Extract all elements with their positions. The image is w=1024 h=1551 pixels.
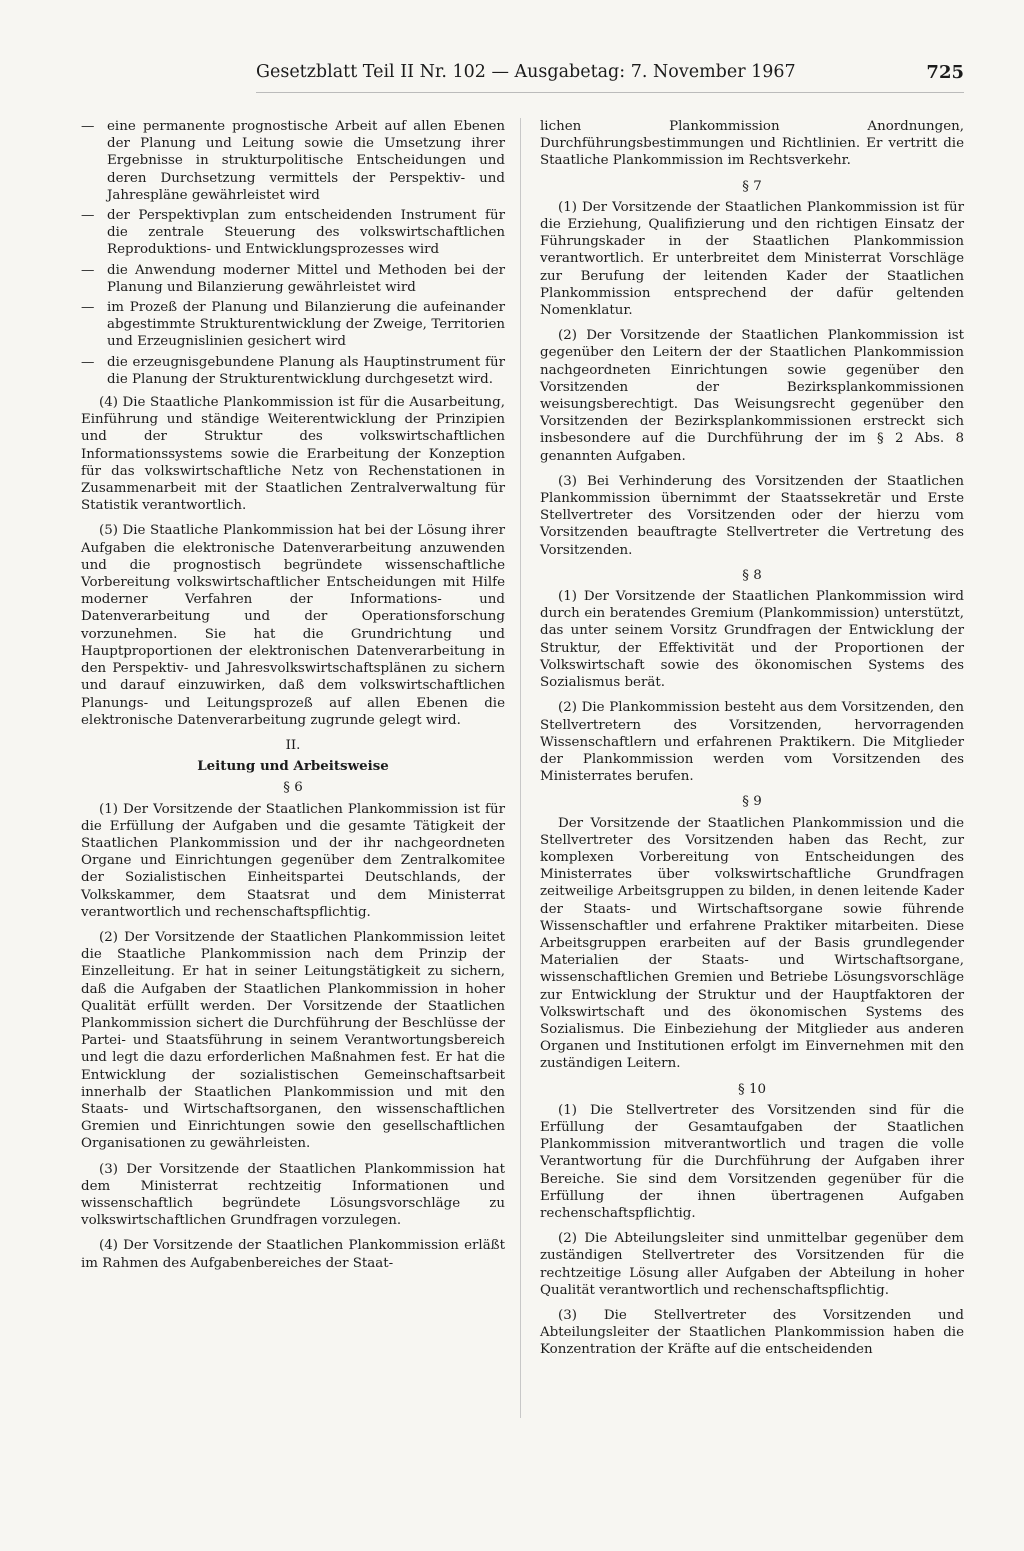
s8-clause-2: (2) Die Plankommission besteht aus dem Vorsitzenden, den Stellvertretern des Vorsitzenden, hervorragenden Wissenschaftlern und erfahrenen Praktikern. Die Mitglieder der Plankommission werden vom Vorsitzenden des Ministerrates berufen. (540, 700, 964, 785)
paragraph-sign-9: § 9 (742, 794, 762, 810)
s6-clause-4-start: (4) Der Vorsitzende der Staatlichen Plankommission erläßt im Rahmen des Aufgabenbereiches der Staat- (81, 1238, 505, 1271)
s6-clause-1: (1) Der Vorsitzende der Staatlichen Plankommission ist für die Erfüllung der Aufgaben und die gesamte Tätigkeit der Staatlichen Plankommission und der ihr nachgeordneten Organe und Einrichtungen gegenüber dem Zentralkomitee der Sozialistischen Einheitspartei Deutschlands, der Volkskammer, dem Staatsrat und dem Ministerrat verantwortlich und rechenschaftspflichtig. (81, 801, 505, 920)
s8-clause-1: (1) Der Vorsitzende der Staatlichen Plankommission wird durch ein beratendes Gremium (Plankommission) unterstützt, das unter seinem Vorsitz Grundfragen der Entwicklung der Struktur, der Effektivität und der Proportionen der Volkswirtschaft sowie des ökonomischen Systems des Sozialismus berät. (540, 589, 964, 691)
section-number: II. (285, 737, 301, 753)
paragraph-sign-7: § 7 (742, 178, 762, 194)
s6-clause-3: (3) Der Vorsitzende der Staatlichen Plankommission hat dem Ministerrat rechtzeitig Informationen und wissenschaftlich begründete Lösungsvorschläge zu volkswirtschaftlichen Grundfragen vorzulegen. (81, 1161, 505, 1229)
s7-clause-1: (1) Der Vorsitzende der Staatlichen Plankommission ist für die Erziehung, Qualifizierung und den richtigen Einsatz der Führungskader in der Staatlichen Plankommission verantwortlich. Er unterbreitet dem Ministerrat Vorschläge zur Berufung der leitenden Kader der Staatlichen Plankommission entsprechend der dafür geltenden Nomenklatur. (540, 199, 964, 319)
header-rule (256, 92, 964, 93)
right-column (540, 118, 964, 1367)
page-number: 725 (926, 62, 964, 83)
s10-clause-3-start: (3) Die Stellvertreter des Vorsitzenden und Abteilungsleiter der Staatlichen Plankommission haben die Konzentration der Kräfte auf die entscheidenden (540, 1308, 964, 1358)
s7-clause-3: (3) Bei Verhinderung des Vorsitzenden der Staatlichen Plankommission übernimmt der Staatssekretär und Erste Stellvertreter des Vorsitzenden oder der hierzu vom Vorsitzenden beauftragte Stellvertreter die Vertretung des Vorsitzenden. (540, 473, 964, 558)
list-item: — die erzeugnisgebundene Planung als Hauptinstrument für die Planung der Strukturentwicklung durchgesetzt wird. (81, 354, 505, 388)
s9-text: Der Vorsitzende der Staatlichen Plankommission und die Stellvertreter des Vorsitzenden haben das Recht, zur komplexen Vorbereitung von Entscheidungen des Ministerrates über volkswirtschaftliche Grundfragen zeitweilige Arbeitsgruppen zu bilden, in denen leitende Kader der Staats- und Wirtschaftsorgane sowie führende Wissenschaftler und erfahrene Praktiker mitarbeiten. Diese Arbeitsgruppen erarbeiten auf der Basis grundlegender Materialien der Staats- und Wirtschaftsorgane, wissenschaftlichen Gremien und Betriebe Lösungsvorschläge zur Entwicklung der Struktur und der Hauptfaktoren der Volkswirtschaft und des ökonomischen Systems des Sozialismus. Die Einbeziehung der Mitglieder aus anderen Organen und Institutionen erfolgt im Einvernehmen mit den zuständigen Leitern. (540, 815, 964, 1072)
list-item: — der Perspektivplan zum entscheidenden Instrument für die zentrale Steuerung des volkswirtschaftlichen Reproduktions- und Entwicklungsprozesses wird (81, 207, 505, 259)
s6-clause-2: (2) Der Vorsitzende der Staatlichen Plankommission leitet die Staatliche Plankommission nach dem Prinzip der Einzelleitung. Er hat in seiner Leitungstätigkeit zu sichern, daß die Aufgaben der Staatlichen Plankommission in hoher Qualität erfüllt werden. Der Vorsitzende der Staatlichen Plankommission sichert die Durchführung der Beschlüsse der Partei- und Staatsführung in seinem Verantwortungsbereich und legt die dazu erforderlichen Maßnahmen fest. Er hat die Entwicklung der sozialistischen Gemeinschaftsarbeit innerhalb der Staatlichen Plankommission und mit den Staats- und Wirtschaftsorganen, den wissenschaftlichen Gremien und Einrichtungen sowie den gesellschaftlichen Organisationen zu gewährleisten. (81, 929, 505, 1152)
paragraph-5: (5) Die Staatliche Plankommission hat bei der Lösung ihrer Aufgaben die elektronische Datenverarbeitung anzuwenden und die prognostisch begründete wissenschaftliche Vorbereitung volkswirtschaftlicher Entscheidungen mit Hilfe moderner Verfahren der Informations- und Datenverarbeitung und der Operationsforschung vorzunehmen. Sie hat die Grundrichtung und Hauptproportionen der elektronischen Datenverarbeitung in den Perspektiv- und Jahresvolkswirtschaftsplänen zu sichern und darauf einzuwirken, daß dem volkswirtschaftlichen Planungs- und Leitungsprozeß auf allen Ebenen die elektronische Datenverarbeitung zugrunde gelegt wird. (81, 523, 505, 728)
s10-clause-2: (2) Die Abteilungsleiter sind unmittelbar gegenüber dem zuständigen Stellvertreter des Vorsitzenden für die rechtzeitige Lösung aller Aufgaben der Abteilung in hoher Qualität verantwortlich und rechenschaftspflichtig. (540, 1231, 964, 1298)
list-item: — die Anwendung moderner Mittel und Methoden bei der Planung und Bilanzierung gewährleistet wird (81, 262, 505, 296)
dash-list (81, 118, 505, 388)
paragraph-sign-6: § 6 (283, 780, 303, 796)
s10-clause-1: (1) Die Stellvertreter des Vorsitzenden sind für die Erfüllung der Gesamtaufgaben der Staatlichen Plankommission mitverantwortlich und tragen die volle Verantwortung für die Durchführung der Aufgaben ihrer Bereiche. Sie sind dem Vorsitzenden gegenüber für die Erfüllung der ihnen übertragenen Aufgaben rechenschaftspflichtig. (540, 1102, 964, 1221)
page-header (256, 62, 964, 88)
list-item: — im Prozeß der Planung und Bilanzierung die aufeinander abgestimmte Strukturentwicklung der Zweige, Territorien und Erzeugnislinien gesichert wird (81, 299, 505, 351)
section-title: Leitung und Arbeitsweise (197, 758, 389, 775)
header-title: Gesetzblatt Teil II Nr. 102 — Ausgabetag: 7. November 1967 (256, 62, 796, 82)
paragraph-sign-10: § 10 (738, 1081, 766, 1097)
paragraph-sign-8: § 8 (742, 567, 762, 583)
s7-clause-2: (2) Der Vorsitzende der Staatlichen Plankommission ist gegenüber den Leitern der der Staatlichen Plankommission nachgeordneten Einrichtungen sowie gegenüber den Vorsitzenden der Bezirksplankommissionen weisungsberechtigt. Das Weisungsrecht gegenüber den Vorsitzenden der Bezirksplankommissionen erstreckt sich insbesondere auf die Durchführung der im § 2 Abs. 8 genannten Aufgaben. (540, 328, 964, 464)
paragraph-4: (4) Die Staatliche Plankommission ist für die Ausarbeitung, Einführung und ständige Weiterentwicklung der Prinzipien und der Struktur des volkswirtschaftlichen Informationssystems sowie die Erarbeitung der Konzeption für das volkswirtschaftliche Netz von Rechenstationen in Zusammenarbeit mit der Staatlichen Zentralverwaltung für Statistik verantwortlich. (81, 395, 505, 514)
column-divider (520, 118, 521, 1418)
s6-clause-4-continued: lichen Plankommission Anordnungen, Durchführungsbestimmungen und Richtlinien. Er vertritt die Staatliche Plankommission im Rechtsverkehr. (540, 119, 964, 169)
left-column (81, 118, 505, 1280)
list-item: — eine permanente prognostische Arbeit auf allen Ebenen der Planung und Leitung sowie die Umsetzung ihrer Ergebnisse in strukturpolitische Entscheidungen und deren Durchsetzung vermittels der Perspektiv- und Jahrespläne gewährleistet wird (81, 118, 505, 204)
